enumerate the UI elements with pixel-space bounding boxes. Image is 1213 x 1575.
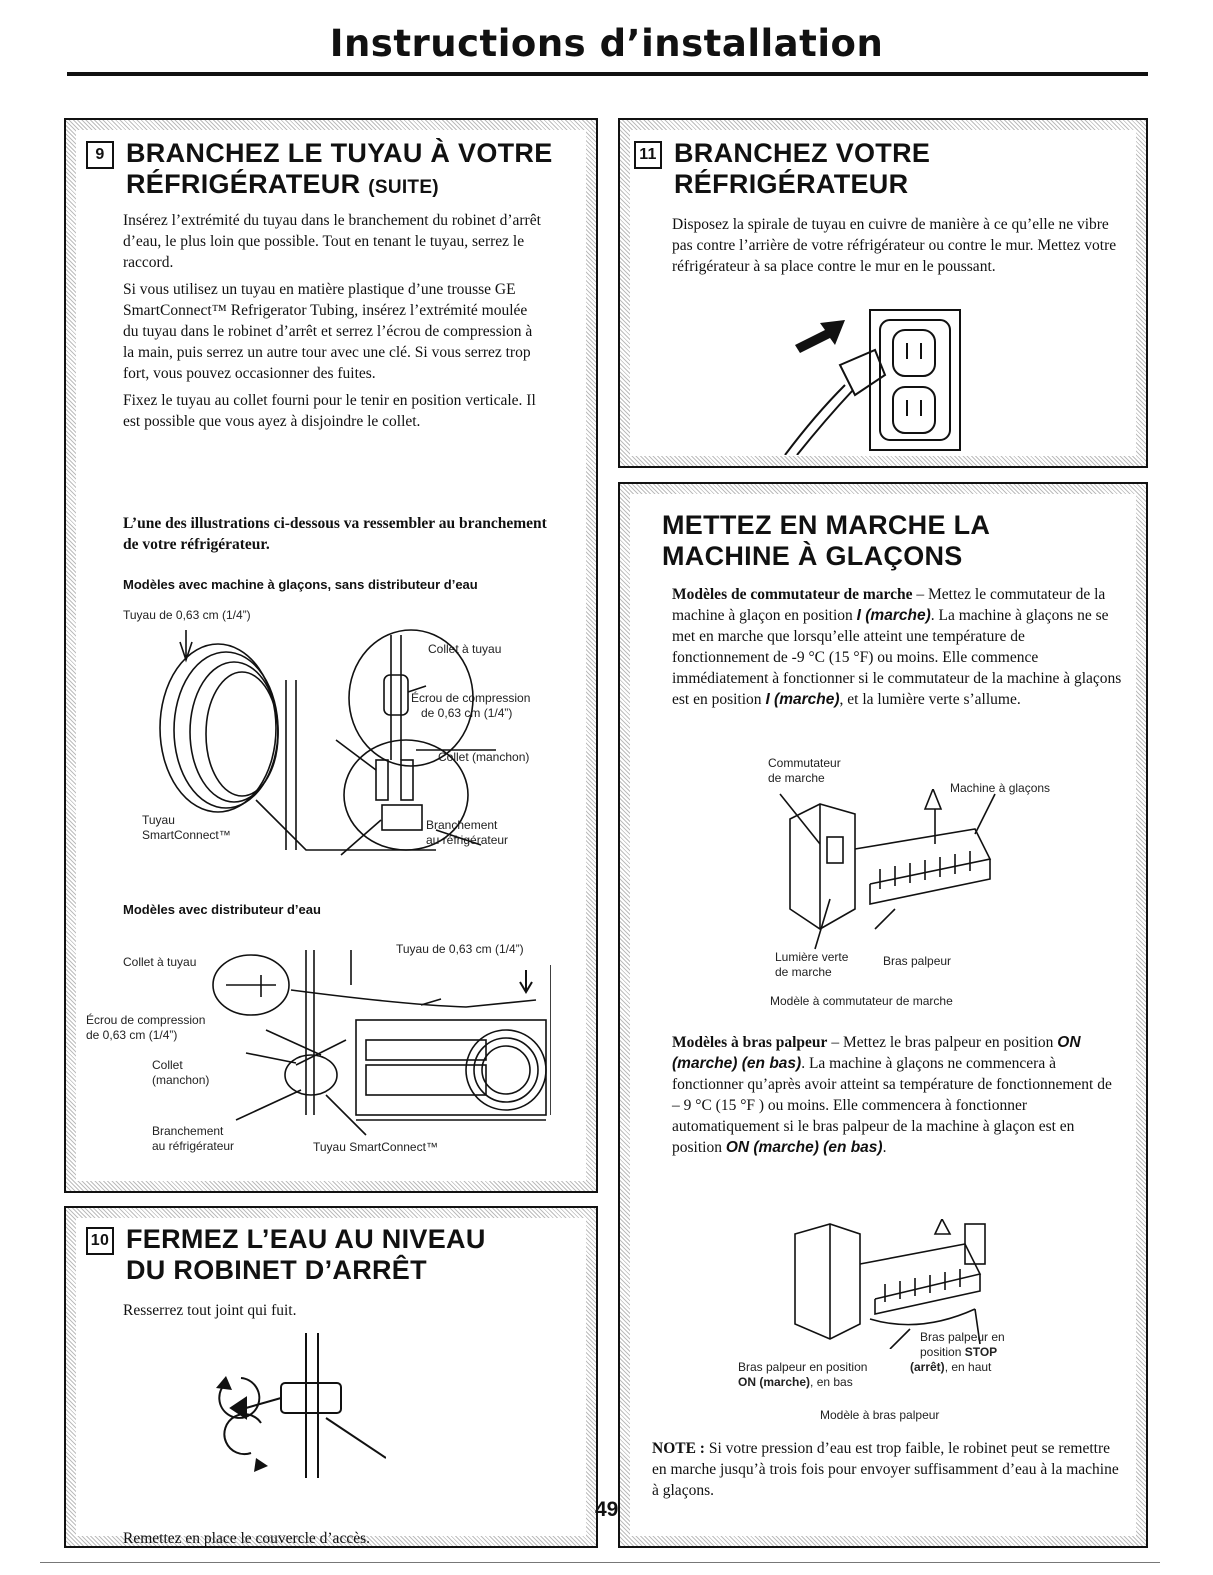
fig2-label-smart: Tuyau SmartConnect™ — [313, 1140, 438, 1154]
arm-em2: ON (marche) (en bas) — [725, 1139, 883, 1156]
step9-number: 9 — [86, 141, 114, 169]
fig4-label-stop-1: Bras palpeur en — [920, 1330, 1005, 1344]
fig1-label-clamp: Collet à tuyau — [428, 642, 502, 656]
fig3-label-light-2: de marche — [775, 965, 832, 979]
page-number: 49 — [595, 1498, 619, 1521]
arm-text-b: . La machine à glaçons ne commencera à fonctionner qu’après avoir atteint sa température de fonctionnement de – 9 °C (15 °F ) ou moins. Elle commencera à fonctionner automatiquement si le bras palpeur de la machine à glaçon est en position — [672, 1055, 1112, 1156]
fig3-label-switch-1: Commutateur — [768, 756, 841, 770]
step10-heading — [86, 1224, 486, 1286]
icemaker-heading — [662, 510, 990, 572]
fig4-stop-3b: , en haut — [944, 1360, 992, 1374]
fig3-label-arm: Bras palpeur — [883, 954, 952, 968]
fig4-label-on-2 — [738, 1375, 853, 1389]
fig2-label-conn-1: Branchement — [152, 1124, 224, 1138]
fig2-label-nut-1: Écrou de compression — [86, 1013, 206, 1027]
step11-panel — [618, 118, 1148, 468]
fig4-stop-2b: STOP — [964, 1345, 998, 1359]
fig3-caption: Modèle à commutateur de marche — [770, 994, 953, 1008]
step9-fig1-caption: Modèles avec machine à glaçons, sans distributeur d’eau — [123, 577, 478, 592]
switch-text-c: , et la lumière verte s’allume. — [839, 691, 1021, 708]
icemaker-note — [652, 1438, 1122, 1501]
fig4-caption: Modèle à bras palpeur — [820, 1408, 940, 1422]
bottom-rule — [40, 1562, 1160, 1563]
fig3-label-machine: Machine à glaçons — [950, 781, 1051, 795]
step9-para3: Fixez le tuyau au collet fourni pour le tenir en position verticale. Il est possible que vous ayez à disjoindre le collet. — [123, 392, 536, 430]
step9-heading — [86, 138, 553, 203]
step9-panel — [64, 118, 598, 1193]
icemaker-panel — [618, 482, 1148, 1548]
switch-text-b: . La machine à glaçons ne se met en marche que lorsqu’elle atteint une température de fonctionnement de -9 °C (15 °F) ou moins. Elle commence immédiatement à fonctionner si le commutateur de la machine à glaçons est en position — [672, 607, 1122, 708]
note-lead: NOTE : — [652, 1440, 705, 1457]
fig4-label-stop-3 — [910, 1360, 991, 1374]
fig3-drawing — [775, 789, 1005, 954]
fig1-drawing — [136, 620, 556, 870]
step9-title-line2: RÉFRIGÉRATEUR — [126, 169, 361, 199]
arm-lead: Modèles à bras palpeur — [672, 1034, 828, 1051]
icemaker-title-line1: METTEZ EN MARCHE LA — [662, 510, 991, 540]
step11-heading — [634, 138, 930, 200]
fig1-label-nut-2: de 0,63 cm (1/4”) — [421, 706, 513, 720]
fig2-drawing — [206, 945, 551, 1145]
fig4-label-stop-2 — [920, 1345, 997, 1359]
arm-text-c: . — [882, 1139, 887, 1156]
step11-content — [630, 130, 1136, 456]
switch-em1: I (marche) — [856, 607, 931, 624]
fig1-label-sleeve: Collet (manchon) — [438, 750, 530, 764]
step11-number: 11 — [634, 141, 662, 169]
step9-para2: Si vous utilisez un tuyau en matière plastique d’une trousse GE SmartConnect™ Refrigerator Tubing, insérez l’extrémité moulée du tuyau dans le robinet d’arrêt et serrez l’écrou de compression à la main, puis serrez un autre tour avec une clé. Si vous serrez trop fort, vous pouvez occasionner des fuites. — [123, 281, 533, 382]
icemaker-content — [630, 494, 1136, 1536]
fig3-label-light-1: Lumière verte — [775, 950, 849, 964]
switch-text-a: – Mettez le commutateur de la machine à glaçon en position — [672, 586, 1106, 624]
shutoff-valve-drawing — [186, 1328, 386, 1478]
step9-title-suffix: (SUITE) — [368, 177, 439, 198]
fig4-label-on-1: Bras palpeur en position — [738, 1360, 868, 1374]
icemaker-title-line2: MACHINE À GLAÇONS — [662, 541, 963, 571]
note-text: Si votre pression d’eau est trop faible, le robinet peut se remettre en marche jusqu’à trois fois pour envoyer suffisamment d’eau à la machine à glaçons. — [652, 1440, 1119, 1499]
step10-number: 10 — [86, 1227, 114, 1255]
step9-fig2-caption: Modèles avec distributeur d’eau — [123, 902, 321, 917]
page-title: Instructions d’installation — [329, 22, 884, 65]
step11-para1: Disposez la spirale de tuyau en cuivre de manière à ce qu’elle ne vibre pas contre l’arrière de votre réfrigérateur ou contre le mur. Mettez votre réfrigérateur à sa place contre le mur en le poussant. — [672, 216, 1117, 275]
step10-title-line2: DU ROBINET D’ARRÊT — [126, 1255, 427, 1285]
step9-para1: Insérez l’extrémité du tuyau dans le branchement du robinet d’arrêt d’eau, le plus loin que possible. Tout en tenant le tuyau, serrez le raccord. — [123, 212, 541, 271]
fig2-label-nut-2: de 0,63 cm (1/4”) — [86, 1028, 178, 1042]
icemaker-switch-paragraph — [672, 584, 1122, 710]
fig4-on-2a: ON (marche) — [738, 1375, 811, 1389]
fig1-label-conn-2: au réfrigérateur — [426, 833, 509, 847]
fig4-on-2b: , en bas — [810, 1375, 853, 1389]
fig4-stop-3a: (arrêt) — [910, 1360, 945, 1374]
step10-panel — [64, 1206, 598, 1548]
step11-title-line2: RÉFRIGÉRATEUR — [674, 169, 909, 199]
switch-em2: I (marche) — [765, 691, 840, 708]
title-rule — [67, 72, 1148, 76]
switch-lead: Modèles de commutateur de marche — [672, 586, 913, 603]
fig2-label-conn-2: au réfrigérateur — [152, 1139, 235, 1153]
fig2-label-sleeve-1: Collet — [152, 1058, 183, 1072]
fig1-label-conn-1: Branchement — [426, 818, 498, 832]
fig1-label-nut-1: Écrou de compression — [411, 691, 531, 705]
step11-title-line1: BRANCHEZ VOTRE — [674, 138, 931, 168]
step10-para2: Remettez en place le couvercle d’accès. — [123, 1530, 370, 1547]
arm-em1: ON (marche) (en bas) — [672, 1034, 1081, 1072]
fig4-stop-2a: position — [920, 1345, 965, 1359]
step9-content — [76, 130, 586, 1181]
fig2-label-clamp: Collet à tuyau — [123, 955, 197, 969]
step10-content — [76, 1218, 586, 1547]
arm-text-a: – Mettez le bras palpeur en position — [827, 1034, 1058, 1051]
outlet-plug-drawing — [775, 305, 975, 455]
fig1-label-tube: Tuyau de 0,63 cm (1/4”) — [123, 608, 251, 622]
icemaker-arm-paragraph — [672, 1032, 1122, 1158]
fig3-label-switch-2: de marche — [768, 771, 825, 785]
fig1-label-smart-2: SmartConnect™ — [142, 828, 231, 842]
step9-bold-note: L’une des illustrations ci-dessous va ressembler au branchement de votre réfrigérateur. — [123, 515, 547, 553]
fig2-label-tube: Tuyau de 0,63 cm (1/4”) — [396, 942, 524, 956]
step9-title-line1: BRANCHEZ LE TUYAU À VOTRE — [126, 138, 553, 168]
fig1-label-smart-1: Tuyau — [142, 813, 175, 827]
step10-para1: Resserrez tout joint qui fuit. — [123, 1302, 297, 1319]
fig2-label-sleeve-2: (manchon) — [152, 1073, 210, 1087]
step10-title-line1: FERMEZ L’EAU AU NIVEAU — [126, 1224, 486, 1254]
